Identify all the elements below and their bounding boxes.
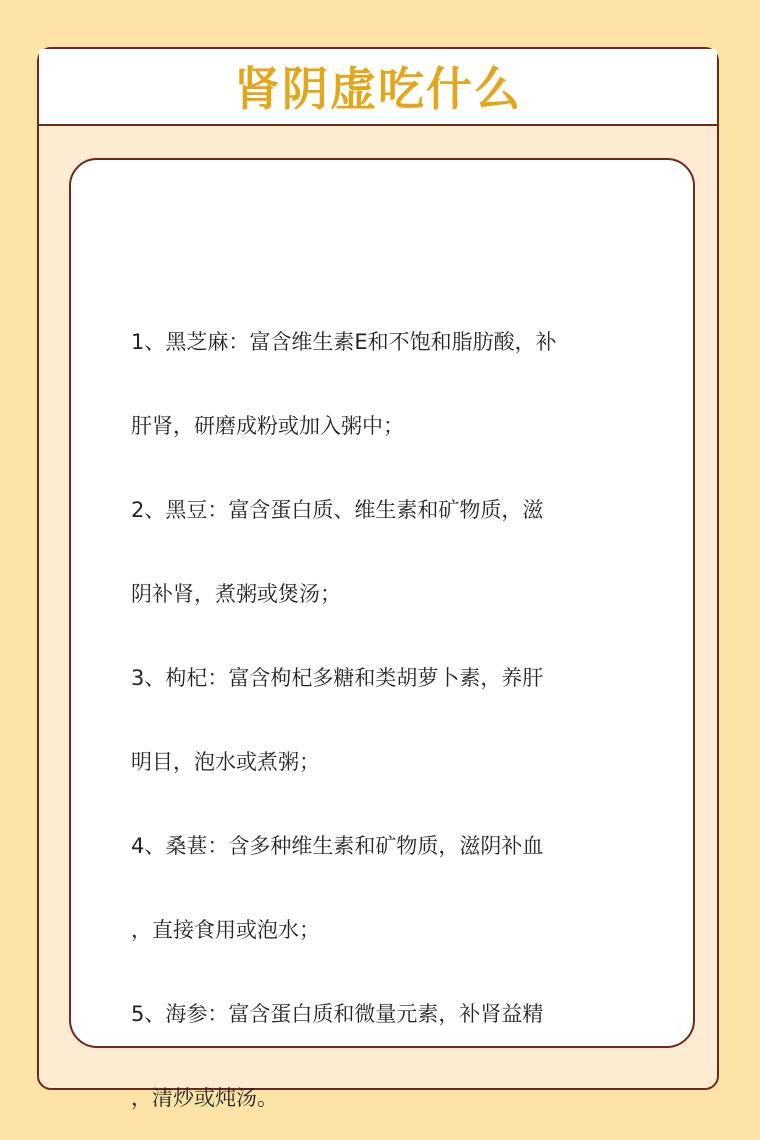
content-line: 2、黑豆：富含蛋白质、维生素和矿物质，滋: [131, 498, 544, 522]
content-line: 5、海参：富含蛋白质和微量元素，补肾益精: [131, 1002, 544, 1026]
content-line: ，直接食用或泡水；: [131, 918, 320, 942]
content-line: ，清炒或炖汤。: [131, 1086, 278, 1110]
page-title: 肾阴虚吃什么: [234, 61, 522, 116]
content-line: 肝肾，研磨成粉或加入粥中；: [131, 414, 404, 438]
content-line: 1、黑芝麻：富含维生素E和不饱和脂肪酸，补: [131, 330, 557, 354]
content-line: 明目，泡水或煮粥；: [131, 750, 320, 774]
content-line: 4、桑葚：含多种维生素和矿物质，滋阴补血: [131, 834, 544, 858]
content-card: [69, 158, 695, 1110]
outer-card: [37, 47, 719, 1110]
title-bar: [39, 49, 717, 126]
content-line: 阴补肾，煮粥或煲汤；: [131, 582, 341, 606]
content-line: 3、枸杞：富含枸杞多糖和类胡萝卜素，养肝: [131, 666, 544, 690]
content-text: [131, 300, 631, 1140]
